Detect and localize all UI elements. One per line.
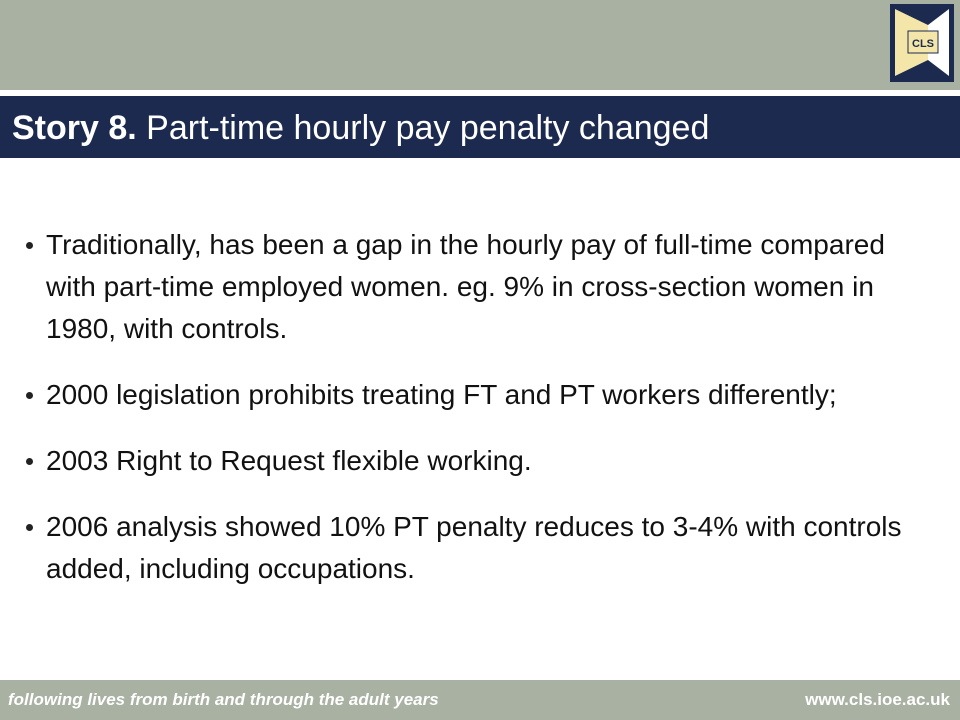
bullet-item <box>26 440 926 482</box>
footer-tagline: following lives from birth and through the adult years <box>8 690 439 709</box>
header-band <box>0 0 960 90</box>
footer-url-link[interactable]: www.cls.ioe.ac.uk <box>805 690 950 709</box>
footer-band <box>0 680 960 720</box>
bullet-item <box>26 506 926 590</box>
logo-text: CLS <box>912 38 934 50</box>
bullet-text: 2003 Right to Request flexible working. <box>46 445 532 476</box>
bullet-dot-icon <box>26 524 33 531</box>
bullet-dot-icon <box>26 242 33 249</box>
bullet-item <box>26 374 926 416</box>
bullet-item <box>26 224 926 350</box>
title-story-number: Story 8. <box>12 109 137 147</box>
bullet-text: Traditionally, has been a gap in the hourly pay of full-time compared with part-time employed women. eg. 9% in cross-section women in 1980, with controls. <box>46 229 885 344</box>
bullet-list <box>26 224 926 614</box>
slide-title <box>12 106 709 150</box>
bullet-dot-icon <box>26 458 33 465</box>
title-text: Part-time hourly pay penalty changed <box>136 109 710 147</box>
cls-logo <box>890 4 954 82</box>
bullet-text: 2000 legislation prohibits treating FT and PT workers differently; <box>46 379 837 410</box>
bullet-dot-icon <box>26 392 33 399</box>
bullet-text: 2006 analysis showed 10% PT penalty reduces to 3-4% with controls added, including occupations. <box>46 511 902 584</box>
